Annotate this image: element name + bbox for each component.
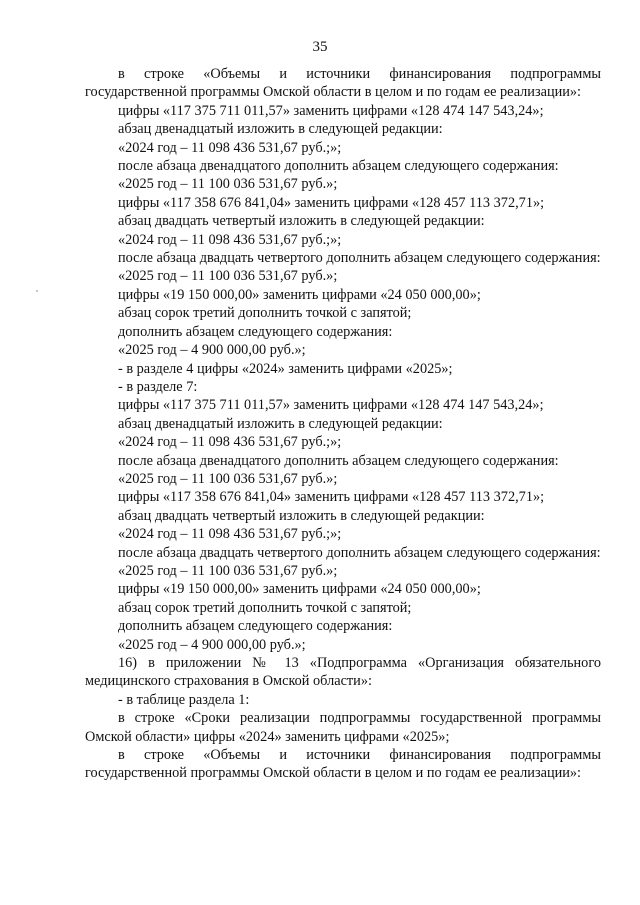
paragraph: в строке «Сроки реализации подпрограммы государственной программы Омской области» цифры «2024» заменить цифрами «2025»; <box>85 710 601 745</box>
paragraph: «2025 год – 11 100 036 531,67 руб.»; <box>118 562 338 579</box>
paragraph: абзац двенадцатый изложить в следующей редакции: <box>118 415 443 432</box>
document-body <box>85 65 601 783</box>
paragraph: абзац сорок третий дополнить точкой с запятой; <box>118 599 412 616</box>
paragraph: «2025 год – 11 100 036 531,67 руб.»; <box>118 268 338 285</box>
paragraph: цифры «19 150 000,00» заменить цифрами «24 050 000,00»; <box>118 286 481 303</box>
paragraph: после абзаца двадцать четвертого дополнить абзацем следующего содержания: <box>118 250 601 267</box>
paragraph: цифры «117 375 711 011,57» заменить цифрами «128 474 147 543,24»; <box>118 397 544 414</box>
paragraph: «2025 год – 4 900 000,00 руб.»; <box>118 342 306 359</box>
paragraph: абзац двадцать четвертый изложить в следующей редакции: <box>118 507 485 524</box>
scan-speck <box>36 290 38 292</box>
paragraph: - в таблице раздела 1: <box>118 691 250 708</box>
paragraph: «2025 год – 4 900 000,00 руб.»; <box>118 636 306 653</box>
paragraph: дополнить абзацем следующего содержания: <box>118 618 393 635</box>
paragraph: «2025 год – 11 100 036 531,67 руб.»; <box>118 176 338 193</box>
paragraph: дополнить абзацем следующего содержания: <box>118 323 393 340</box>
paragraph: цифры «117 358 676 841,04» заменить цифрами «128 457 113 372,71»; <box>118 194 545 211</box>
paragraph: «2024 год – 11 098 436 531,67 руб.;»; <box>118 139 342 156</box>
paragraph: после абзаца двадцать четвертого дополнить абзацем следующего содержания: <box>118 544 601 561</box>
paragraph: - в разделе 7: <box>118 378 198 395</box>
paragraph: в строке «Объемы и источники финансирования подпрограммы государственной программы Омской области в целом и по годам ее реализации»: <box>85 747 601 782</box>
paragraph: абзац двенадцатый изложить в следующей редакции: <box>118 121 443 138</box>
paragraph: - в разделе 4 цифры «2024» заменить цифрами «2025»; <box>118 360 453 377</box>
paragraph: «2025 год – 11 100 036 531,67 руб.»; <box>118 470 338 487</box>
paragraph: «2024 год – 11 098 436 531,67 руб.;»; <box>118 434 342 451</box>
paragraph: цифры «117 375 711 011,57» заменить цифрами «128 474 147 543,24»; <box>118 102 544 119</box>
paragraph: 16) в приложении № 13 «Подпрограмма «Организация обязательного медицинского страхования в Омской области»: <box>85 655 601 690</box>
page-number: 35 <box>312 39 328 55</box>
paragraph: цифры «19 150 000,00» заменить цифрами «24 050 000,00»; <box>118 581 481 598</box>
paragraph: «2024 год – 11 098 436 531,67 руб.;»; <box>118 231 342 248</box>
paragraph: после абзаца двенадцатого дополнить абзацем следующего содержания: <box>118 452 559 469</box>
paragraph: «2024 год – 11 098 436 531,67 руб.;»; <box>118 526 342 543</box>
paragraph: абзац сорок третий дополнить точкой с запятой; <box>118 305 412 322</box>
paragraph: абзац двадцать четвертый изложить в следующей редакции: <box>118 213 485 230</box>
paragraph: цифры «117 358 676 841,04» заменить цифрами «128 457 113 372,71»; <box>118 489 545 506</box>
paragraph: после абзаца двенадцатого дополнить абзацем следующего содержания: <box>118 158 559 175</box>
paragraph: в строке «Объемы и источники финансирования подпрограммы государственной программы Омской области в целом и по годам ее реализации»: <box>85 66 601 101</box>
